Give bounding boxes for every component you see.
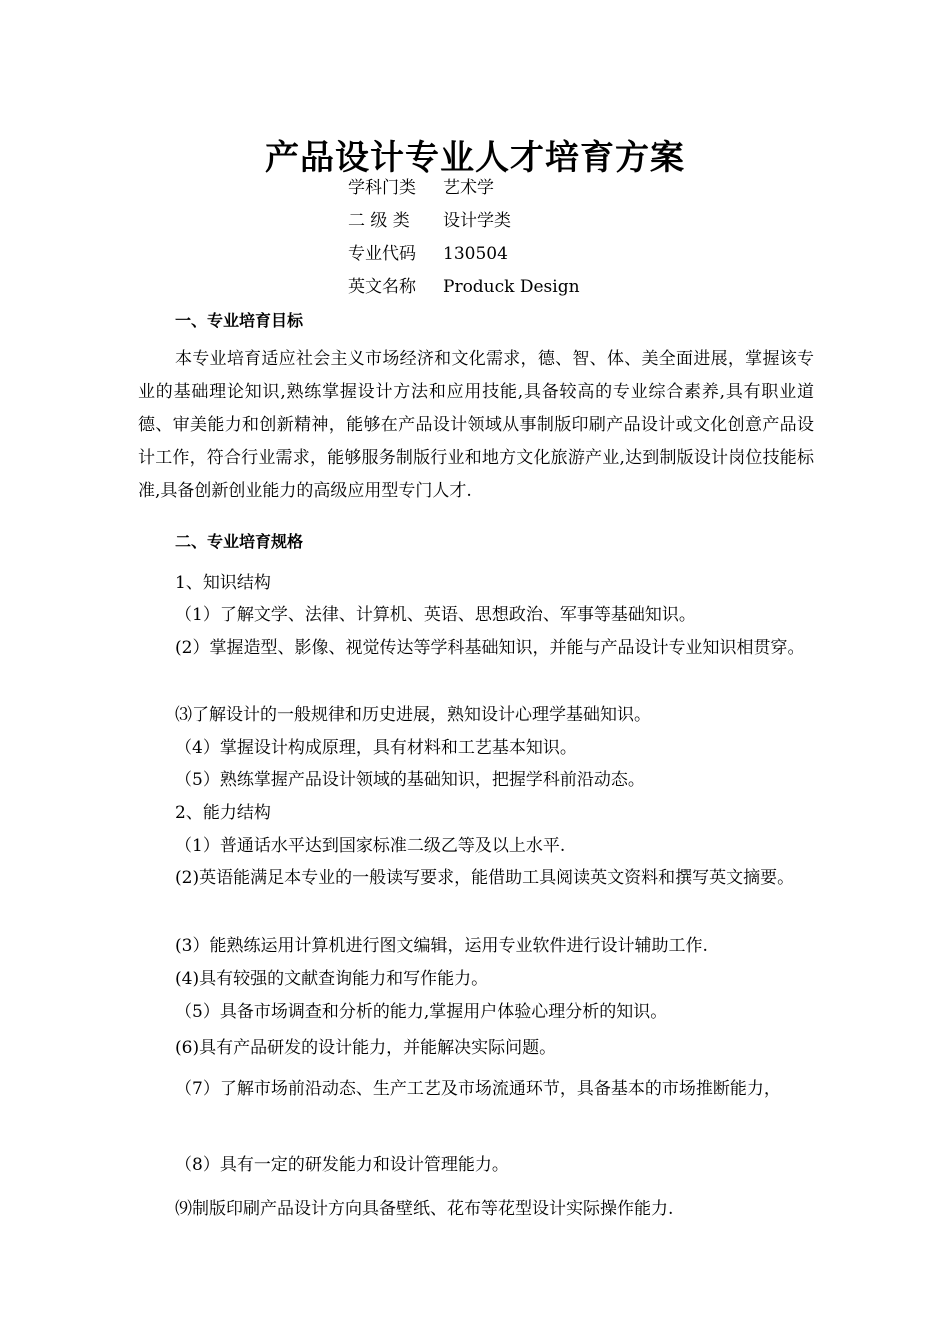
section1-body: 本专业培育适应社会主义市场经济和文化需求，德、智、体、美全面进展，掌握该专业的基础理论知识,熟练掌握设计方法和应用技能,具备较高的专业综合素养,具有职业道德、审美能力和创新精神，能够在产品设计领域从事制版印刷产品设计或文化创意产品设计工作，符合行业需求，能够服务制版行业和地方文化旅游产业,达到制版设计岗位技能标准,具备创新创业能力的高级应用型专门人才. bbox=[138, 349, 814, 501]
ability-item-8: （8）具有一定的研发能力和设计管理能力。 bbox=[175, 1155, 509, 1175]
meta-english bbox=[348, 275, 580, 299]
document-title: 产品设计专业人才培育方案 bbox=[265, 138, 685, 178]
ability-item-5: （5）具备市场调查和分析的能力,掌握用户体验心理分析的知识。 bbox=[175, 1002, 668, 1022]
meta-code-label: 专业代码 bbox=[348, 244, 416, 264]
meta-category-label: 学科门类 bbox=[348, 178, 416, 198]
section2-heading: 二、专业培育规格 bbox=[175, 532, 304, 551]
meta-english-value: Produck Design bbox=[443, 277, 580, 297]
knowledge-item-5: （5）熟练掌握产品设计领域的基础知识，把握学科前沿动态。 bbox=[175, 770, 645, 790]
section1-heading: 一、专业培育目标 bbox=[175, 311, 304, 330]
ability-item-6: (6)具有产品研发的设计能力，并能解决实际问题。 bbox=[175, 1038, 557, 1058]
ability-item-9: ⑼制版印刷产品设计方向具备壁纸、花布等花型设计实际操作能力. bbox=[175, 1199, 674, 1219]
ability-item-2: (2)英语能满足本专业的一般读写要求，能借助工具阅读英文资料和撰写英文摘要。 bbox=[175, 868, 795, 888]
meta-level2-value: 设计学类 bbox=[443, 211, 511, 231]
ability-item-4: (4)具有较强的文献查询能力和写作能力。 bbox=[175, 969, 489, 989]
ability-title: 2、能力结构 bbox=[175, 803, 271, 823]
meta-level2-label: 二 级 类 bbox=[348, 211, 410, 231]
ability-item-3: (3）能熟练运用计算机进行图文编辑，运用专业软件进行设计辅助工作. bbox=[175, 936, 708, 956]
meta-category-value: 艺术学 bbox=[443, 178, 494, 198]
knowledge-item-3: ⑶了解设计的一般规律和历史进展，熟知设计心理学基础知识。 bbox=[175, 705, 651, 725]
ability-item-7: （7）了解市场前沿动态、生产工艺及市场流通环节，具备基本的市场推断能力， bbox=[175, 1079, 781, 1099]
knowledge-item-4: （4）掌握设计构成原理，具有材料和工艺基本知识。 bbox=[175, 738, 577, 758]
knowledge-title: 1、知识结构 bbox=[175, 573, 271, 593]
meta-level2 bbox=[348, 209, 511, 233]
ability-item-1: （1）普通话水平达到国家标准二级乙等及以上水平. bbox=[175, 836, 566, 856]
meta-english-label: 英文名称 bbox=[348, 277, 416, 297]
knowledge-item-2: (2）掌握造型、影像、视觉传达等学科基础知识，并能与产品设计专业知识相贯穿。 bbox=[175, 638, 805, 658]
meta-category bbox=[348, 176, 494, 200]
meta-code bbox=[348, 242, 508, 266]
knowledge-item-1: （1）了解文学、法律、计算机、英语、思想政治、军事等基础知识。 bbox=[175, 605, 696, 625]
meta-code-value: 130504 bbox=[443, 244, 508, 264]
